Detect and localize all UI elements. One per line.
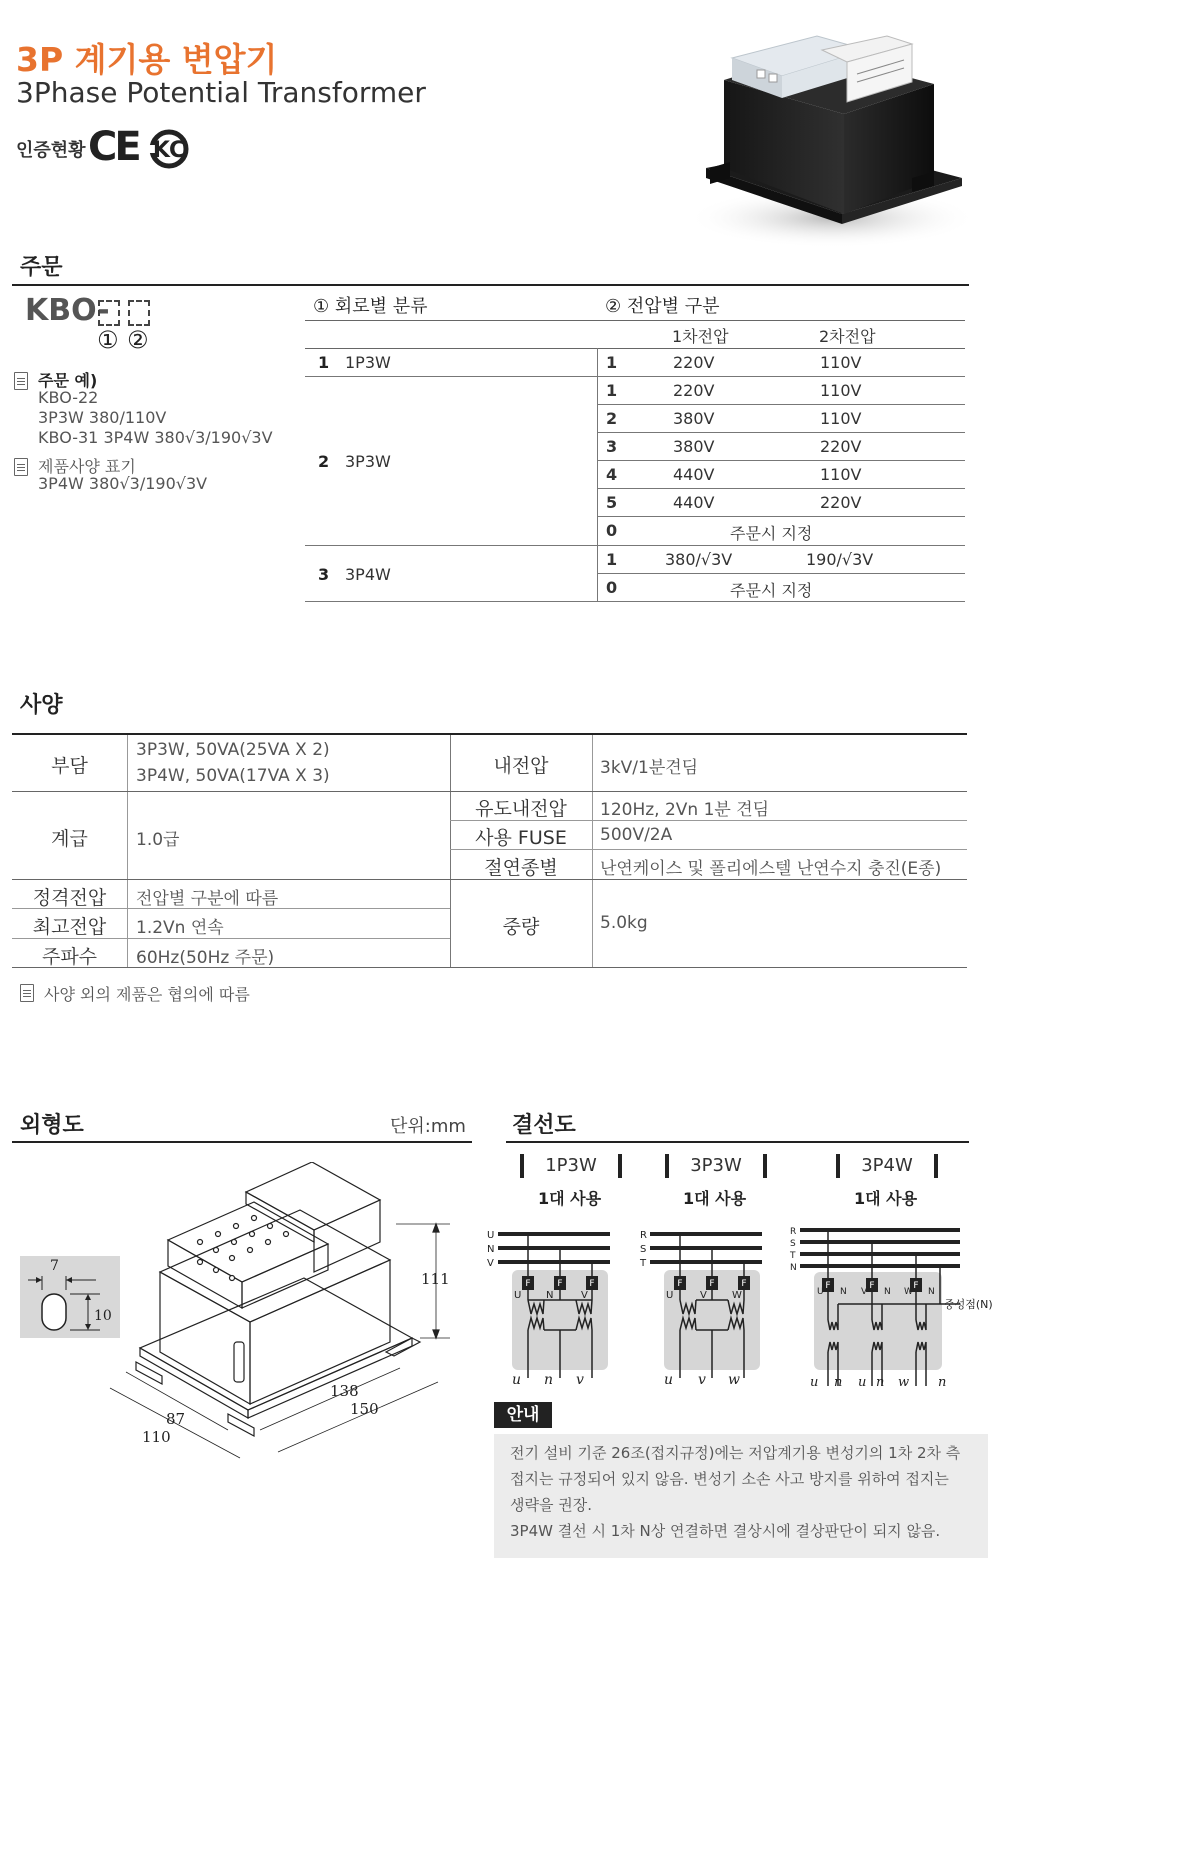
dimension-depth-outer: 150	[350, 1400, 379, 1418]
page-title: 3P 계기용 변압기	[16, 40, 278, 79]
wiring-section-title: 결선도	[512, 1113, 576, 1138]
order-example-line: KBO-22	[38, 388, 99, 407]
secondary-voltage: 110V	[820, 409, 862, 428]
svg-text:u: u	[810, 1375, 819, 1390]
svg-text:w: w	[728, 1372, 740, 1388]
product-spec-title: 제품사양 표기	[38, 457, 136, 476]
wiring-diagram-usage: 1대 사용	[683, 1189, 747, 1208]
spec-label-class: 계급	[51, 828, 88, 850]
order-section-rule	[12, 284, 969, 286]
order-table-rule	[597, 573, 965, 574]
kc-mark	[148, 128, 190, 170]
voltage-code: 1	[606, 353, 618, 372]
wiring-diagram-name: 3P4W	[861, 1155, 913, 1176]
spec-value-burden: 3P4W, 50VA(17VA X 3)	[136, 766, 330, 786]
order-table-rule	[597, 516, 965, 517]
spec-value-induced: 120Hz, 2Vn 1분 견딤	[600, 800, 770, 820]
order-table-rule	[305, 376, 597, 377]
voltage-classification-header: ② 전압별 구분	[605, 296, 720, 317]
svg-text:n: n	[938, 1375, 947, 1390]
voltage-code: 5	[606, 493, 618, 512]
primary-voltage: 440V	[673, 493, 715, 512]
circuit-classification-header: ① 회로별 분류	[313, 296, 428, 317]
voltage-code: 3	[606, 437, 618, 456]
circuit-group-name: 3P3W	[345, 452, 391, 471]
svg-text:N: N	[840, 1287, 847, 1297]
spec-label-rated-voltage: 정격전압	[32, 887, 107, 909]
voltage-code: 0	[606, 521, 618, 540]
voltage-code: 1	[606, 550, 618, 569]
document-icon	[14, 458, 28, 476]
spec-value-fuse: 500V/2A	[600, 825, 673, 845]
wiring-diagram-3p4w	[788, 1224, 998, 1394]
order-table-rule	[597, 376, 965, 377]
svg-text:u: u	[858, 1375, 867, 1390]
voltage-code: 2	[606, 409, 618, 428]
svg-text:F: F	[869, 1281, 875, 1291]
order-table-rule	[597, 545, 965, 546]
svg-text:KC: KC	[152, 138, 186, 163]
spec-value-max-voltage: 1.2Vn 연속	[136, 918, 224, 938]
model-slot-1-marker: ①	[97, 326, 119, 354]
page-subtitle: 3Phase Potential Transformer	[16, 76, 426, 109]
order-table-rule	[305, 545, 597, 546]
svg-text:V: V	[700, 1290, 707, 1301]
spec-section-rule	[12, 733, 967, 735]
order-table-rule	[305, 320, 965, 321]
dimension-hole-height: 10	[94, 1308, 112, 1324]
primary-voltage: 380V	[673, 409, 715, 428]
svg-text:V: V	[861, 1287, 868, 1297]
secondary-voltage: 110V	[820, 381, 862, 400]
svg-text:W: W	[732, 1290, 742, 1301]
svg-text:중성점(N): 중성점(N)	[944, 1298, 993, 1311]
svg-text:U: U	[514, 1290, 522, 1301]
svg-text:N: N	[790, 1263, 797, 1273]
order-example-line: 3P3W 380/110V	[38, 408, 167, 427]
voltage-code: 4	[606, 465, 618, 484]
document-icon	[20, 984, 34, 1002]
spec-label-burden: 부담	[51, 755, 88, 777]
svg-text:S: S	[640, 1244, 647, 1255]
svg-text:F: F	[557, 1279, 563, 1289]
circuit-group-number: 1	[318, 353, 330, 372]
model-code-prefix: KBO-	[25, 293, 110, 328]
wiring-diagram-usage: 1대 사용	[854, 1189, 918, 1208]
spec-label-max-voltage: 최고전압	[32, 916, 107, 938]
circuit-group-number: 2	[318, 452, 330, 471]
svg-text:V: V	[581, 1290, 588, 1301]
wiring-diagram-3p3w	[638, 1228, 768, 1388]
primary-voltage: 220V	[673, 353, 715, 372]
dimension-height: 111	[421, 1270, 450, 1288]
notice-line: 생략을 권장.	[510, 1496, 592, 1514]
outline-section-title: 외형도	[20, 1113, 84, 1138]
ce-mark: CE	[88, 124, 139, 170]
order-example-line: KBO-31 3P4W 380√3/190√3V	[38, 428, 273, 447]
outline-section-rule	[12, 1141, 472, 1143]
svg-text:T: T	[790, 1251, 796, 1261]
circuit-group-name: 3P4W	[345, 565, 391, 584]
svg-text:R: R	[790, 1227, 797, 1237]
voltage-code: 1	[606, 381, 618, 400]
notice-box	[494, 1434, 988, 1558]
spec-value-burden: 3P3W, 50VA(25VA X 2)	[136, 740, 330, 760]
svg-text:W: W	[904, 1287, 913, 1297]
custom-voltage: 주문시 지정	[730, 581, 813, 600]
unit-label: 단위:mm	[390, 1116, 466, 1137]
wiring-diagram-name: 1P3W	[545, 1155, 597, 1176]
spec-label-insulation: 절연종별	[484, 857, 558, 879]
primary-voltage: 220V	[673, 381, 715, 400]
spec-section-title: 사양	[20, 693, 63, 718]
secondary-voltage: 220V	[820, 437, 862, 456]
svg-text:u: u	[664, 1372, 674, 1388]
primary-voltage: 380V	[673, 437, 715, 456]
notice-line: 전기 설비 기준 26조(접지규정)에는 저압계기용 변성기의 1차 2차 측	[510, 1444, 961, 1462]
order-table-rule	[597, 488, 965, 489]
spec-label-withstand: 내전압	[493, 755, 549, 777]
order-table-rule	[305, 601, 965, 602]
spec-value-rated-voltage: 전압별 구분에 따름	[136, 889, 279, 909]
svg-text:F: F	[525, 1279, 531, 1289]
svg-text:n: n	[544, 1372, 554, 1388]
svg-text:N: N	[884, 1287, 891, 1297]
model-code-slot-2	[128, 300, 150, 326]
secondary-voltage: 110V	[820, 465, 862, 484]
circuit-group-number: 3	[318, 565, 330, 584]
order-table-divider	[597, 348, 598, 601]
wiring-diagram-3p3w-header	[665, 1154, 767, 1178]
wiring-section-rule	[506, 1141, 969, 1143]
order-section-title: 주문	[20, 255, 63, 280]
svg-text:N: N	[546, 1290, 554, 1301]
svg-text:v: v	[576, 1372, 584, 1388]
wiring-diagram-1p3w	[484, 1228, 614, 1388]
notice-line: 접지는 규정되어 있지 않음. 변성기 소손 사고 방지를 위하여 접지는	[510, 1470, 949, 1488]
svg-text:F: F	[677, 1279, 683, 1289]
svg-text:w: w	[898, 1375, 910, 1390]
order-table-rule	[597, 432, 965, 433]
svg-text:u: u	[512, 1372, 522, 1388]
svg-text:U: U	[666, 1290, 674, 1301]
order-table-rule	[305, 348, 965, 349]
secondary-voltage: 110V	[820, 353, 862, 372]
wiring-diagram-3p4w-header	[836, 1154, 938, 1178]
document-icon	[14, 372, 28, 390]
secondary-voltage-header: 2차전압	[819, 327, 876, 346]
dimension-depth-inner: 138	[330, 1382, 359, 1400]
svg-text:N: N	[487, 1244, 495, 1255]
model-slot-2-marker: ②	[127, 326, 149, 354]
svg-text:R: R	[640, 1230, 647, 1241]
secondary-voltage: 190/√3V	[806, 550, 874, 569]
spec-note: 사양 외의 제품은 협의에 따름	[44, 985, 250, 1004]
spec-label-weight: 중량	[502, 916, 540, 938]
order-table-rule	[597, 460, 965, 461]
svg-text:n: n	[876, 1375, 885, 1390]
svg-text:T: T	[640, 1258, 647, 1269]
svg-text:F: F	[825, 1281, 831, 1291]
spec-value-insulation: 난연케이스 및 폴리에스텔 난연수지 충진(E종)	[600, 859, 942, 879]
svg-text:V: V	[487, 1258, 494, 1269]
wiring-diagram-usage: 1대 사용	[538, 1189, 602, 1208]
spec-value-withstand: 3kV/1분견딤	[600, 758, 699, 778]
spec-value-frequency: 60Hz(50Hz 주문)	[136, 948, 275, 968]
wiring-diagram-1p3w-header	[520, 1154, 622, 1178]
spec-label-frequency: 주파수	[41, 946, 98, 968]
dimension-width-inner: 87	[166, 1410, 186, 1428]
spec-value-weight: 5.0kg	[600, 913, 648, 933]
svg-text:n: n	[834, 1375, 843, 1390]
svg-text:N: N	[928, 1287, 935, 1297]
dimension-width-outer: 110	[142, 1428, 171, 1446]
order-table-rule	[597, 404, 965, 405]
outline-drawing	[100, 1162, 470, 1462]
primary-voltage: 380/√3V	[665, 550, 733, 569]
svg-text:v: v	[698, 1372, 706, 1388]
product-image	[672, 18, 972, 250]
dimension-hole-width: 7	[50, 1258, 59, 1274]
svg-text:F: F	[589, 1279, 595, 1289]
svg-text:U: U	[817, 1287, 824, 1297]
svg-text:S: S	[790, 1239, 796, 1249]
model-code-slot-1	[98, 300, 120, 326]
svg-text:F: F	[709, 1279, 715, 1289]
spec-label-fuse: 사용 FUSE	[475, 827, 567, 849]
voltage-code: 0	[606, 578, 618, 597]
product-spec-line: 3P4W 380√3/190√3V	[38, 474, 208, 493]
svg-text:F: F	[741, 1279, 747, 1289]
circuit-group-name: 1P3W	[345, 353, 391, 372]
wiring-diagram-name: 3P3W	[690, 1155, 742, 1176]
secondary-voltage: 220V	[820, 493, 862, 512]
primary-voltage: 440V	[673, 465, 715, 484]
notice-line: 3P4W 결선 시 1차 N상 연결하면 결상시에 결상판단이 되지 않음.	[510, 1522, 941, 1540]
order-example-title: 주문 예)	[38, 371, 98, 390]
spec-label-induced: 유도내전압	[475, 798, 567, 820]
svg-text:F: F	[913, 1281, 919, 1291]
spec-value-class: 1.0급	[136, 830, 180, 850]
certification-label: 인증현황	[16, 140, 86, 161]
svg-text:U: U	[487, 1230, 495, 1241]
notice-badge: 안내	[494, 1402, 552, 1428]
custom-voltage: 주문시 지정	[730, 524, 813, 543]
primary-voltage-header: 1차전압	[672, 327, 729, 346]
